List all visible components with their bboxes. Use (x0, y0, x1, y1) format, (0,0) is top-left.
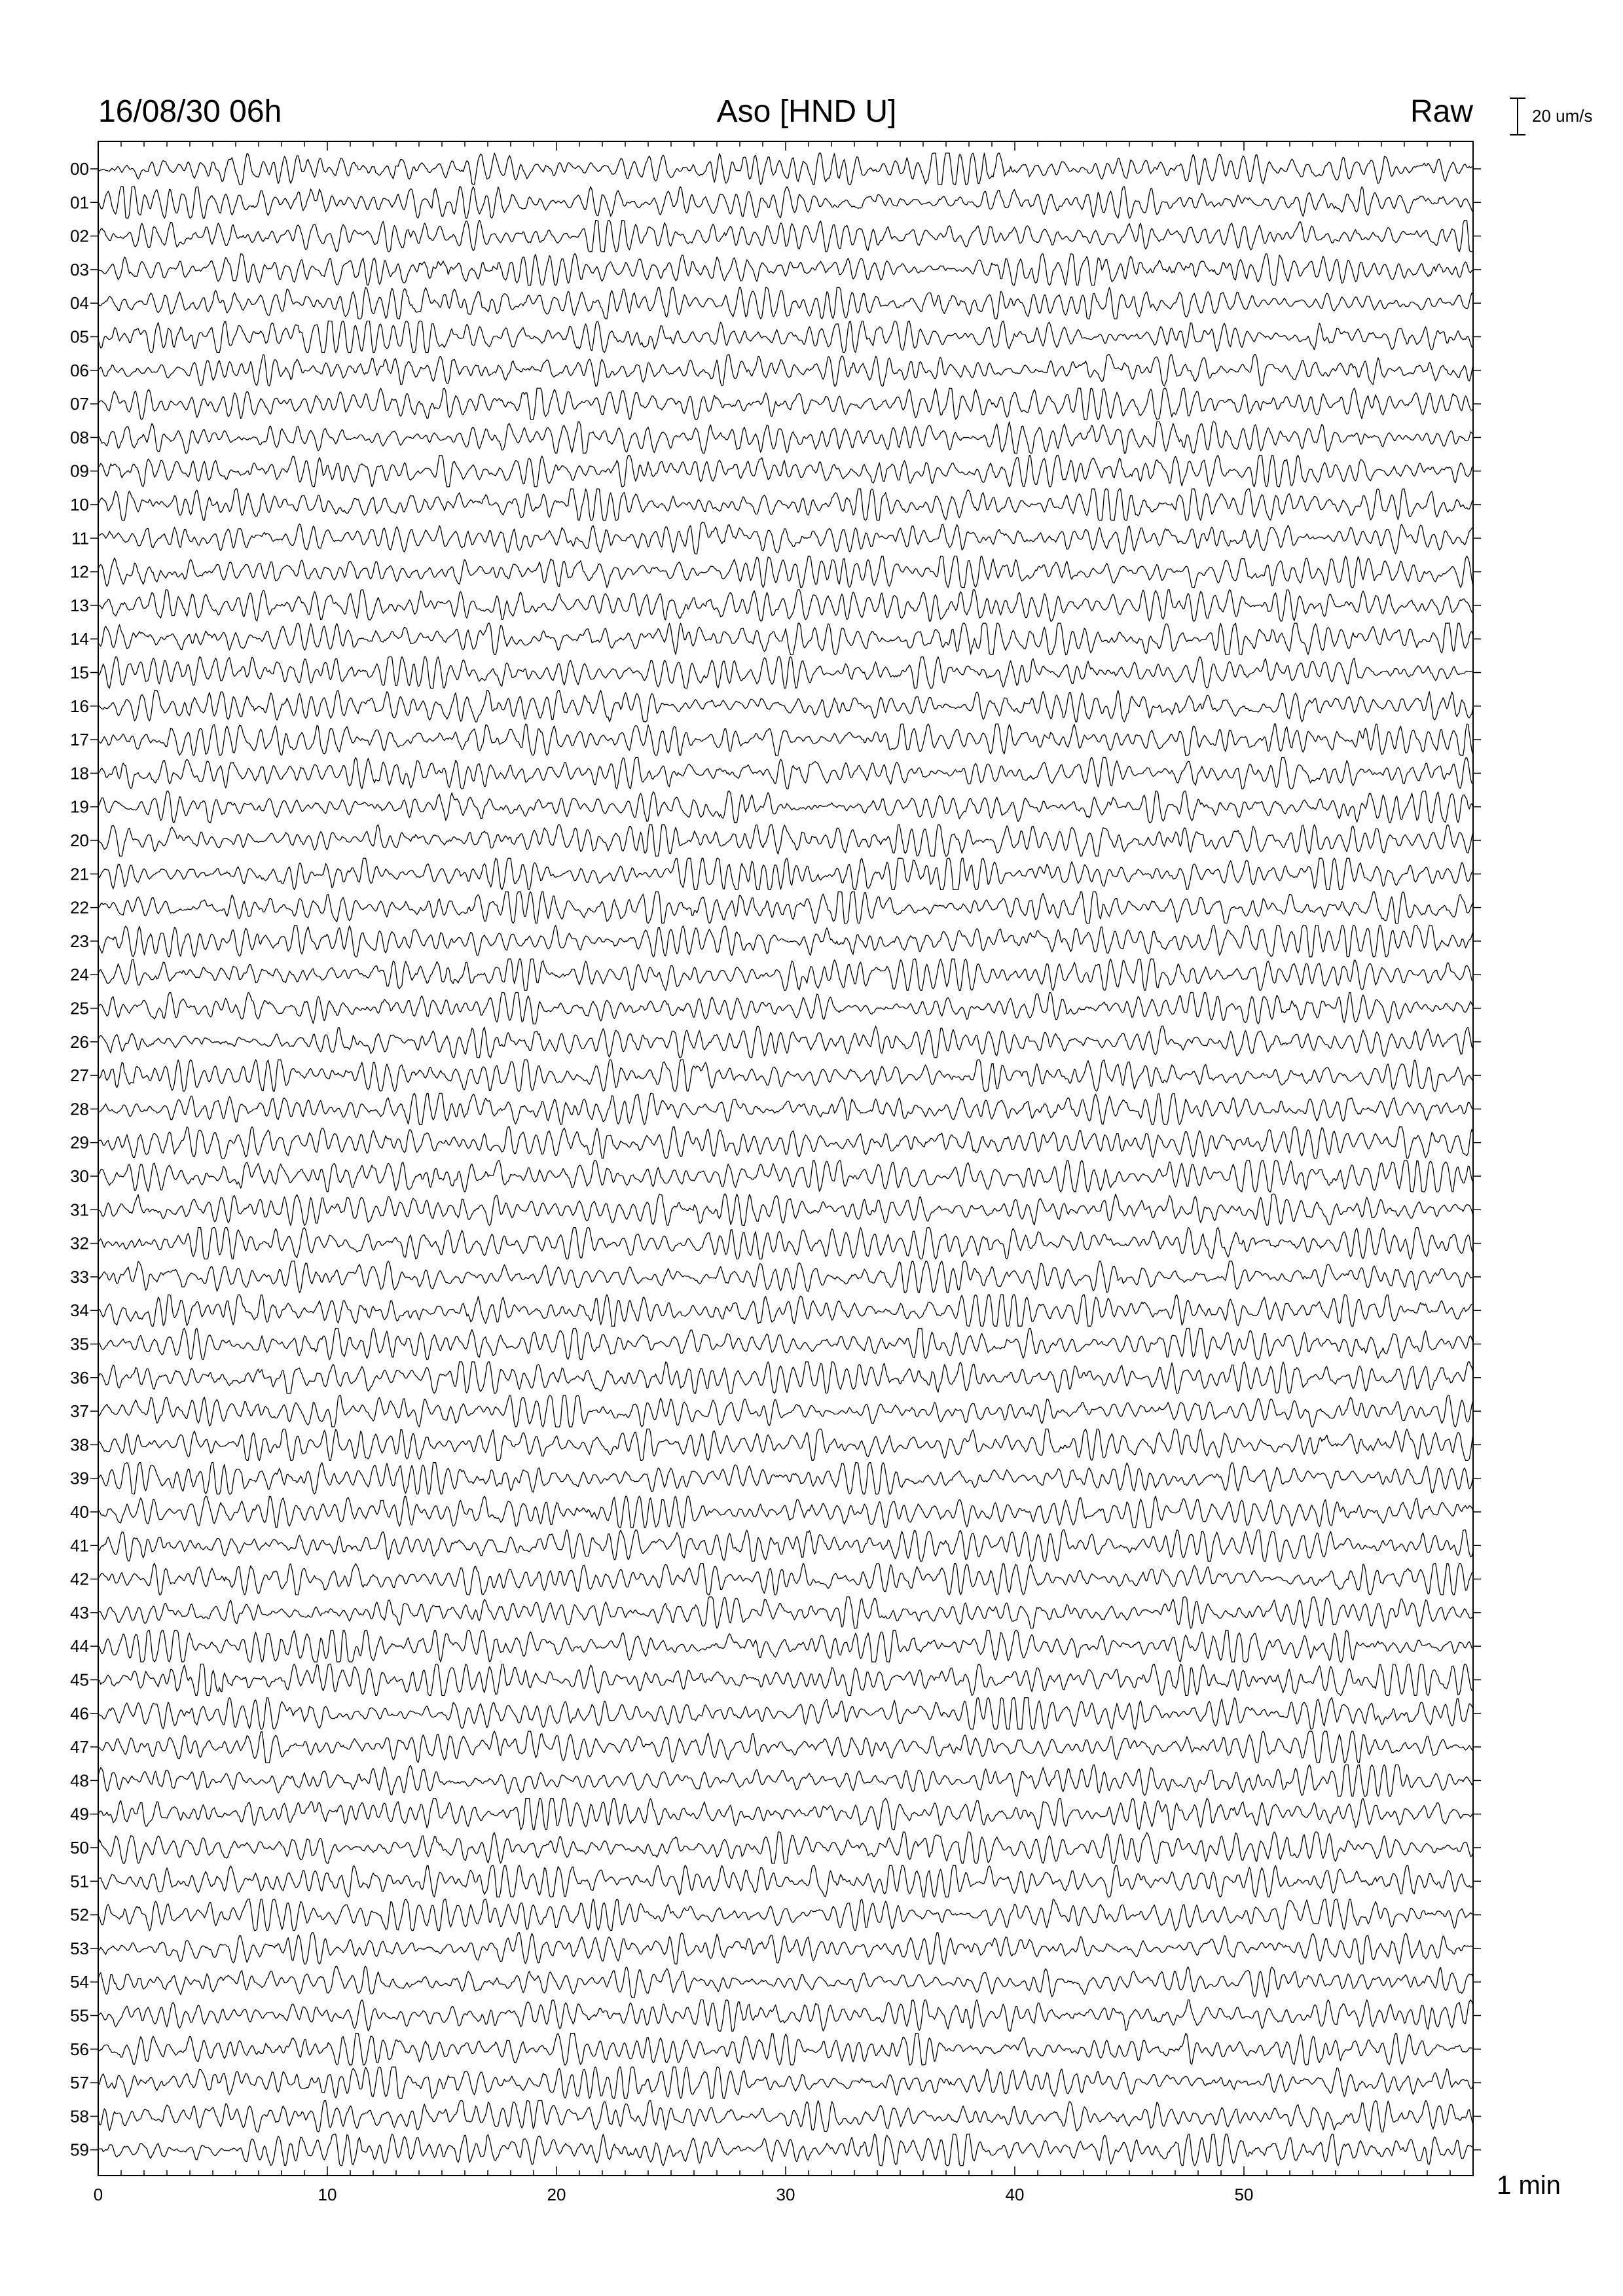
row-label: 40 (70, 1502, 89, 1522)
row-label: 59 (70, 2140, 89, 2160)
waveform-trace (98, 456, 1473, 487)
waveform-trace (98, 153, 1473, 185)
row-label: 11 (71, 528, 89, 548)
row-label: 04 (70, 293, 89, 314)
row-label: 52 (70, 1905, 89, 1925)
row-label: 54 (70, 1972, 89, 1992)
row-label: 19 (70, 797, 89, 817)
waveform-trace (98, 1160, 1473, 1192)
waveform-trace (98, 1597, 1473, 1628)
waveform-trace (98, 1530, 1473, 1561)
traces (98, 153, 1473, 2166)
row-label: 43 (70, 1602, 89, 1623)
row-label: 35 (70, 1334, 89, 1354)
waveform-trace (98, 1630, 1473, 1662)
row-label: 13 (70, 595, 89, 615)
x-tick-label: 10 (318, 2185, 337, 2204)
waveform-trace (98, 757, 1473, 789)
waveform-trace (98, 254, 1473, 285)
waveform-trace (98, 1865, 1473, 1897)
row-label: 31 (70, 1200, 89, 1220)
row-label: 21 (70, 864, 89, 884)
waveform-trace (98, 2000, 1473, 2032)
waveform-trace (98, 623, 1473, 655)
x-tick-label: 0 (93, 2185, 103, 2204)
row-label: 20 (70, 831, 89, 850)
waveform-trace (98, 1966, 1473, 1998)
row-label: 56 (70, 2039, 89, 2059)
row-label: 00 (70, 159, 89, 179)
row-label: 53 (70, 1938, 89, 1958)
row-label: 03 (70, 259, 89, 279)
row-label: 45 (70, 1670, 89, 1690)
row-label: 25 (70, 998, 89, 1018)
waveform-trace (98, 1395, 1473, 1427)
waveform-trace (98, 287, 1473, 319)
waveform-trace (98, 1463, 1473, 1494)
waveform-trace (98, 1093, 1473, 1124)
scale-bar-label: 20 um/s (1532, 106, 1593, 126)
row-label: 48 (70, 1770, 89, 1791)
waveform-trace (98, 1664, 1473, 1696)
waveform-trace (98, 422, 1473, 453)
waveform-trace (98, 321, 1473, 353)
waveform-trace (98, 522, 1473, 554)
waveform-trace (98, 1060, 1473, 1091)
row-label: 29 (70, 1132, 89, 1153)
waveform-trace (98, 858, 1473, 889)
waveform-trace (98, 791, 1473, 823)
waveform-trace (98, 691, 1473, 722)
row-label: 06 (70, 360, 89, 380)
waveform-trace (98, 2067, 1473, 2098)
row-label: 09 (70, 461, 89, 481)
row-label: 55 (70, 2005, 89, 2026)
row-label: 14 (70, 629, 89, 649)
x-axis-unit-label: 1 min (1497, 2171, 1561, 2200)
waveform-trace (98, 825, 1473, 856)
waveform-trace (98, 1362, 1473, 1393)
row-label: 22 (70, 897, 89, 918)
waveform-trace (98, 590, 1473, 621)
row-label: 16 (70, 696, 89, 716)
waveform-trace (98, 2134, 1473, 2166)
x-tick-label: 20 (547, 2185, 566, 2204)
waveform-trace (98, 489, 1473, 520)
x-tick-label: 30 (776, 2185, 795, 2204)
row-label: 28 (70, 1099, 89, 1119)
waveform-trace (98, 1564, 1473, 1595)
row-label: 12 (70, 562, 89, 582)
waveform-trace (98, 1698, 1473, 1729)
waveform-trace (98, 892, 1473, 924)
row-label: 46 (70, 1703, 89, 1723)
waveform-trace (98, 1329, 1473, 1360)
waveform-trace (98, 1026, 1473, 1058)
waveform-trace (98, 1765, 1473, 1796)
waveform-trace (98, 355, 1473, 386)
x-axis-ticks (94, 2185, 1254, 2204)
waveform-trace (98, 959, 1473, 990)
row-label: 07 (70, 394, 89, 414)
row-label: 37 (70, 1401, 89, 1422)
row-label: 02 (70, 226, 89, 246)
waveform-trace (98, 1832, 1473, 1863)
scale-bar (1510, 98, 1525, 135)
waveform-trace (98, 2100, 1473, 2132)
waveform-trace (98, 556, 1473, 588)
row-label: 05 (70, 327, 89, 347)
row-label: 23 (70, 931, 89, 951)
waveform-trace (98, 388, 1473, 420)
mode-label: Raw (1410, 94, 1473, 129)
row-label: 32 (70, 1233, 89, 1253)
x-tick-label: 50 (1234, 2185, 1254, 2204)
row-label: 10 (70, 495, 89, 514)
row-label: 01 (70, 192, 89, 213)
row-label: 30 (70, 1166, 89, 1186)
row-label: 38 (70, 1435, 89, 1455)
row-label: 33 (70, 1266, 89, 1287)
row-label: 58 (70, 2106, 89, 2126)
row-label: 17 (70, 730, 89, 750)
waveform-trace (98, 993, 1473, 1024)
row-label: 44 (70, 1636, 89, 1657)
waveform-trace (98, 1496, 1473, 1528)
waveform-trace (98, 1127, 1473, 1158)
row-label: 47 (70, 1737, 89, 1757)
waveform-trace (98, 724, 1473, 755)
row-label: 26 (70, 1031, 89, 1052)
waveform-trace (98, 1228, 1473, 1259)
waveform-trace (98, 1799, 1473, 1830)
waveform-trace (98, 1194, 1473, 1225)
station-title: Aso [HND U] (716, 94, 897, 129)
row-label: 36 (70, 1367, 89, 1388)
row-label: 42 (70, 1569, 89, 1589)
row-label: 08 (70, 427, 89, 448)
row-label: 34 (70, 1300, 89, 1321)
row-label: 39 (70, 1468, 89, 1488)
row-label: 49 (70, 1804, 89, 1824)
waveform-trace (98, 1295, 1473, 1326)
waveform-trace (98, 187, 1473, 218)
waveform-trace (98, 1261, 1473, 1293)
row-label: 15 (70, 662, 89, 683)
waveform-trace (98, 1933, 1473, 1964)
waveform-trace (98, 1429, 1473, 1460)
row-label: 51 (70, 1871, 89, 1892)
waveform-trace (98, 2034, 1473, 2065)
row-label: 50 (70, 1838, 89, 1857)
waveform-trace (98, 657, 1473, 689)
waveform-trace (98, 1731, 1473, 1763)
datetime-label: 16/08/30 06h (98, 94, 282, 129)
row-label: 57 (70, 2073, 89, 2093)
x-tick-label: 40 (1005, 2185, 1025, 2204)
waveform-trace (98, 925, 1473, 957)
row-label: 18 (70, 763, 89, 783)
row-label: 41 (70, 1535, 89, 1556)
row-label: 27 (70, 1066, 89, 1086)
waveform-trace (98, 1899, 1473, 1931)
row-label: 24 (70, 965, 89, 985)
waveform-trace (98, 221, 1473, 252)
row-labels (70, 159, 89, 2160)
